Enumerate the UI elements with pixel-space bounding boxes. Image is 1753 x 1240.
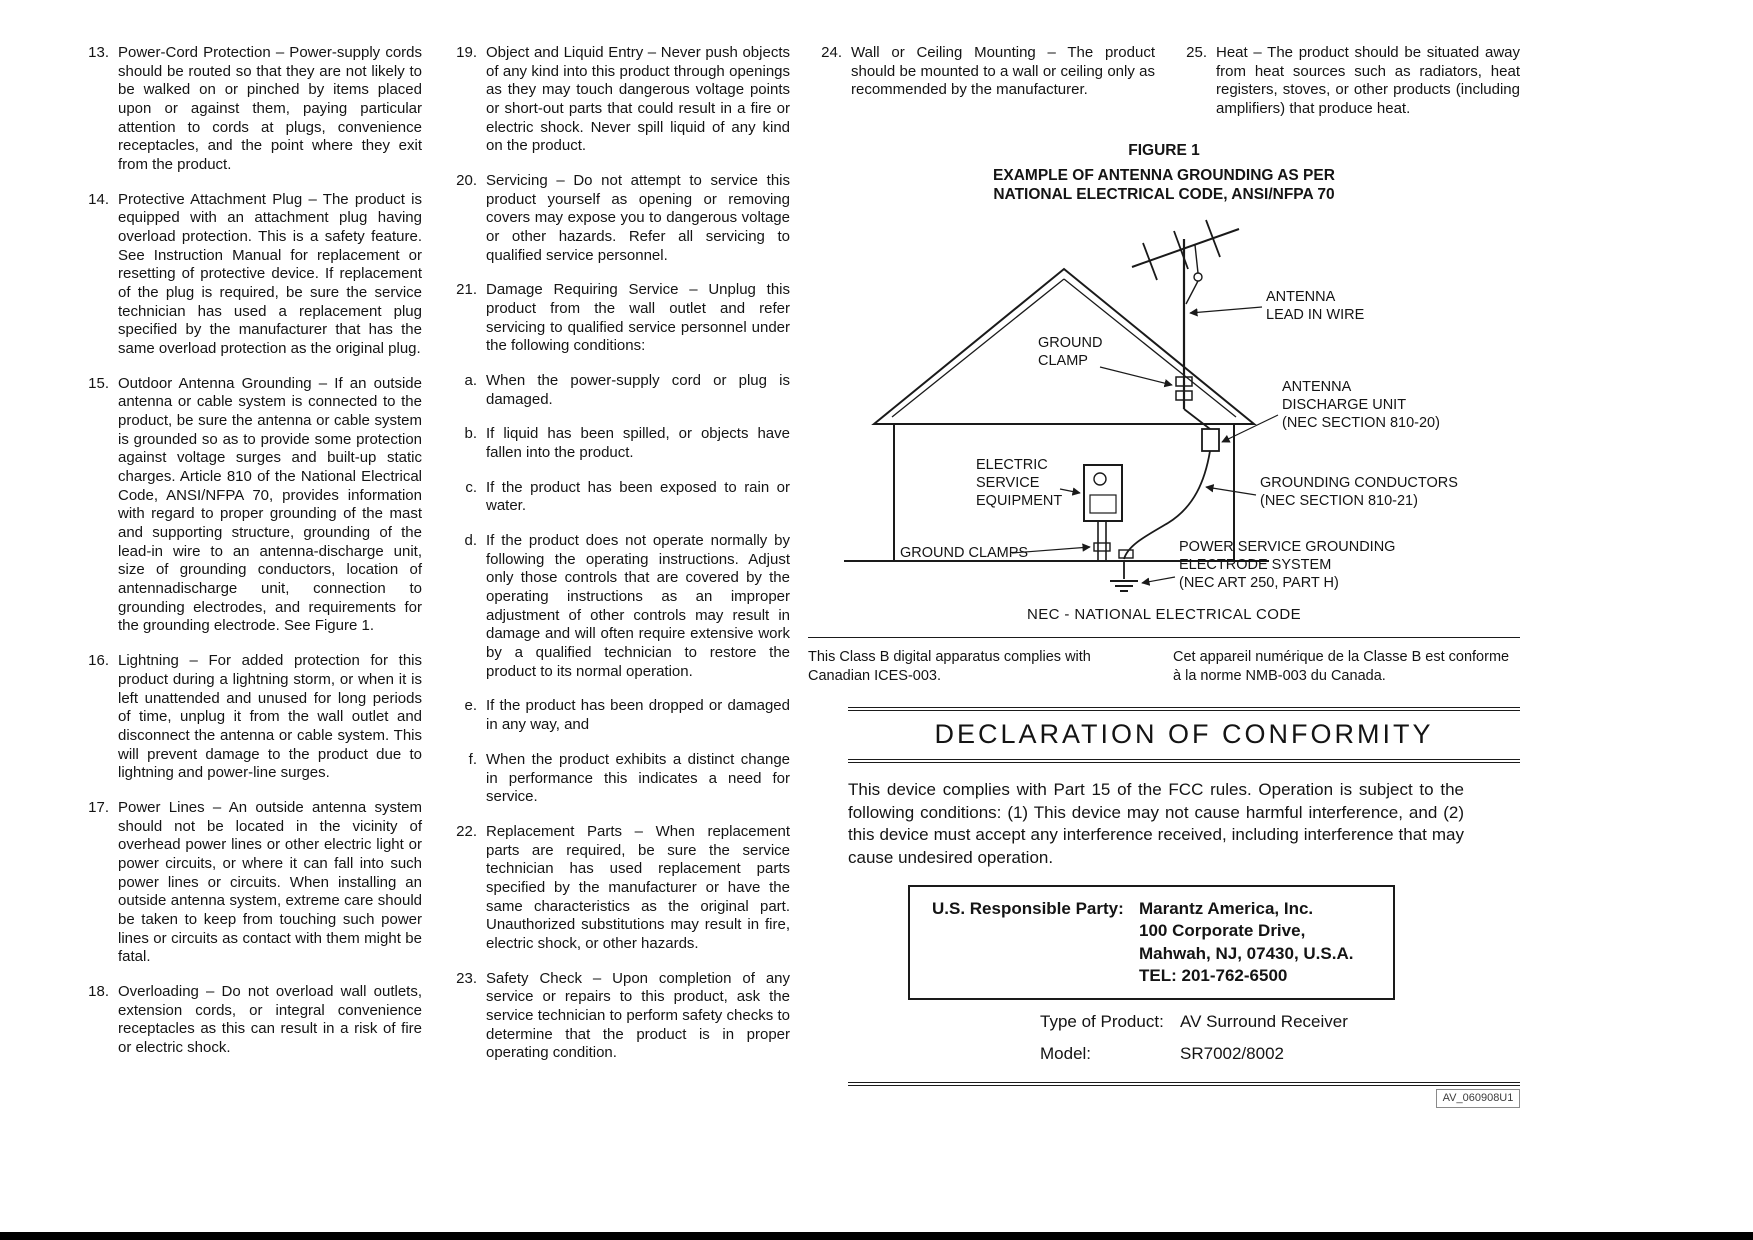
label-antenna-discharge-unit: ANTENNA: [1282, 378, 1352, 395]
grounding-electrode: [1110, 561, 1138, 591]
item-number: 15.: [88, 374, 109, 392]
safety-item-25: [1173, 44, 1520, 119]
item-number: 24.: [821, 44, 842, 61]
label-grounding-conductors: (NEC SECTION 810-21): [1260, 492, 1418, 509]
antenna-discharge-unit-icon: [1202, 429, 1219, 451]
item-number: 19.: [456, 44, 477, 61]
safety-item-20: [443, 172, 790, 265]
item-text: Wall or Ceiling Mounting – The product should be mounted to a wall or ceiling only as recommended by the manufacturer.: [851, 44, 1155, 99]
safety-item-21: [443, 281, 790, 356]
item-text: When the product exhibits a distinct change in performance this indicates a need for service.: [486, 750, 790, 806]
antenna-grounding-figure: [814, 209, 1514, 604]
item-number: 13.: [88, 44, 109, 61]
item-letter: c.: [465, 478, 477, 496]
label-ground-clamp: GROUND: [1038, 334, 1103, 351]
item-text: If the product has been dropped or damaged in any way, and: [486, 697, 790, 734]
safety-item-16: [75, 652, 422, 783]
safety-item-19: [443, 44, 790, 156]
item-text: If liquid has been spilled, or objects have fallen into the product.: [486, 425, 790, 462]
page-bottom-edge: [0, 1232, 1753, 1240]
insulator-icon: [1194, 273, 1202, 281]
item-number: 25.: [1186, 44, 1207, 61]
label-electric-service-equipment: ELECTRIC: [976, 456, 1048, 473]
double-rule: [848, 759, 1520, 763]
item-number: 17.: [88, 798, 109, 816]
safety-column-1: [75, 44, 422, 1074]
item-number: 22.: [456, 822, 477, 840]
safety-column-4: [1173, 44, 1520, 135]
safety-item-14: [75, 191, 422, 359]
meter-icon: [1094, 473, 1106, 485]
safety-column-2: [443, 44, 790, 1079]
item-letter: d.: [464, 532, 477, 550]
double-rule: [848, 1082, 1520, 1086]
responsible-party-line: TEL: 201-762-6500: [1139, 965, 1288, 985]
item-text: Damage Requiring Service – Unplug this product from the wall outlet and refer servicing to qualified service personnel under the following conditions:: [486, 281, 790, 355]
item-number: 18.: [88, 982, 109, 1000]
item-text: Object and Liquid Entry – Never push objects of any kind into this product through openings as they may touch dangerous voltage points or short-out parts that could result in a fire or electric shock. Never spill liquid of any kind on the product.: [486, 44, 790, 155]
label-power-service-grounding: (NEC ART 250, PART H): [1179, 574, 1339, 591]
label-antenna-lead-in-wire: ANTENNA: [1266, 288, 1336, 305]
safety-subitem-d: [443, 532, 790, 681]
safety-subitem-c: [443, 479, 790, 516]
label-antenna-discharge-unit: (NEC SECTION 810-20): [1282, 414, 1440, 431]
safety-subitem-e: [443, 697, 790, 734]
grounding-path: [1119, 409, 1219, 559]
item-letter: b.: [464, 425, 477, 443]
antenna-mast: [1132, 220, 1239, 409]
figure-header: [808, 141, 1520, 205]
model-row: [1040, 1044, 1520, 1064]
section-divider: [808, 637, 1520, 638]
item-letter: f.: [468, 750, 477, 768]
safety-item-13: [75, 44, 422, 175]
right-section: [808, 44, 1520, 1108]
item-number: 20.: [456, 172, 477, 190]
label-grounding-conductors: GROUNDING CONDUCTORS: [1260, 474, 1458, 491]
item-text: When the power-supply cord or plug is damaged.: [486, 372, 790, 408]
compliance-french: Cet appareil numérique de la Classe B est conforme à la norme NMB-003 du Canada.: [1173, 648, 1510, 685]
responsible-party-line: Marantz America, Inc.: [1139, 899, 1314, 919]
item-number: 16.: [88, 652, 109, 670]
item-text: Safety Check – Upon completion of any service or repairs to this product, ask the service technician to perform safety checks to determine that the product is in proper operating condition.: [486, 969, 790, 1062]
label-ground-clamps: GROUND CLAMPS: [900, 544, 1029, 561]
conduit-ground-clamp-icon: [1094, 543, 1110, 551]
item-text: If the product has been exposed to rain or water.: [486, 478, 790, 515]
label-electric-service-equipment: EQUIPMENT: [976, 492, 1063, 509]
model-label: Model:: [1040, 1043, 1092, 1063]
item-number: 23.: [456, 969, 477, 987]
type-of-product-row: [1040, 1012, 1520, 1032]
item-text: Power Lines – An outside antenna system should not be located in the vicinity of overhead power lines or other electric light or power circuits, or where it can fall into such power lines or circuits. When installing an outside antenna system, extreme care should be taken to keep from touching such power lines or circuits as contact with them might be fatal.: [118, 798, 422, 966]
item-text: Overloading – Do not overload wall outlets, extension cords, or integral convenience receptacles as this can result in a risk of fire or electric shock.: [118, 982, 422, 1056]
item-text: Servicing – Do not attempt to service this product yourself as opening or removing covers may expose you to dangerous voltage or other hazards. Refer all servicing to qualified service personnel.: [486, 172, 790, 264]
safety-item-17: [75, 799, 422, 967]
compliance-statements: [808, 648, 1520, 687]
declaration-title: DECLARATION OF CONFORMITY: [934, 718, 1434, 749]
safety-subitem-b: [443, 425, 790, 462]
responsible-party-line: Mahwah, NJ, 07430, U.S.A.: [1139, 943, 1354, 963]
label-ground-clamp: CLAMP: [1038, 352, 1088, 369]
type-of-product-label: Type of Product:: [1040, 1011, 1164, 1031]
label-electric-service-equipment: SERVICE: [976, 474, 1040, 491]
item-letter: e.: [464, 697, 477, 715]
figure-subtitle-line2: NATIONAL ELECTRICAL CODE, ANSI/NFPA 70: [993, 186, 1335, 204]
safety-item-23: [443, 970, 790, 1063]
responsible-party-line: 100 Corporate Drive,: [1139, 921, 1306, 941]
label-power-service-grounding: POWER SERVICE GROUNDING: [1179, 538, 1396, 555]
item-number: 21.: [456, 281, 477, 299]
declaration-body: This device complies with Part 15 of the FCC rules. Operation is subject to the following conditions: (1) This device may not cause harmful interference, and (2) this device must accept any interference received, including interference that may cause undesired operation.: [848, 779, 1464, 867]
responsible-party-address: [1139, 898, 1383, 986]
safety-item-15: [75, 375, 422, 636]
item-text: Outdoor Antenna Grounding – If an outside antenna or cable system is connected to the product, be sure the antenna or cable system is grounded so as to provide some protection against voltage surges and built-up static charges. Article 810 of the National Electrical Code, ANSI/NFPA 70, provides information with regard to proper grounding of the mast and supporting structure, grounding of the lead-in wire to an antenna-discharge unit, size of grounding conductors, location of antennadischarge unit, connection to grounding electrodes, and requirements for the grounding electrode. See Figure 1.: [118, 374, 422, 635]
safety-subitem-a: [443, 372, 790, 409]
safety-subitem-f: [443, 751, 790, 807]
label-antenna-discharge-unit: DISCHARGE UNIT: [1282, 396, 1407, 413]
safety-item-24: [808, 44, 1155, 100]
model-value: SR7002/8002: [1180, 1043, 1284, 1063]
safety-item-22: [443, 823, 790, 954]
label-antenna-lead-in-wire: LEAD IN WIRE: [1266, 306, 1365, 323]
item-text: If the product does not operate normally by following the operating instructions. Adjust only those controls that are covered by the operating instructions as an improper adjustment of other controls may result in damage and will often require extensive work by a qualified technician to restore the product to its normal operation.: [486, 532, 790, 680]
label-power-service-grounding: ELECTRODE SYSTEM: [1179, 556, 1332, 573]
compliance-english: This Class B digital apparatus complies with Canadian ICES-003.: [808, 648, 1091, 685]
safety-item-18: [75, 983, 422, 1058]
item-number: 14.: [88, 190, 109, 208]
document-code-badge: AV_060908U1: [1436, 1089, 1520, 1108]
safety-column-3: [808, 44, 1155, 135]
item-letter: a.: [464, 372, 477, 390]
figure-subtitle-line1: EXAMPLE OF ANTENNA GROUNDING AS PER: [993, 167, 1335, 185]
item-text: Replacement Parts – When replacement parts are required, be sure the service technician has used replacement parts specified by the manufacturer or have the same characteristics as the original part. Unauthorized substitutions may result in fire, electric shock, or other hazards.: [486, 822, 790, 952]
responsible-party-box: [908, 885, 1395, 999]
item-text: Protective Attachment Plug – The product is equipped with an attachment plug having overload protection. This is a safety feature. See Instruction Manual for replacement or resetting of protective device. If replacement of the plug is required, be sure the service technician has used a replacement plug specified by the manufacturer that has the same overload protection as the original plug.: [118, 190, 422, 358]
item-text: Heat – The product should be situated away from heat sources such as radiators, heat registers, stoves, or other products (including amplifiers) that produce heat.: [1216, 44, 1520, 118]
item-text: Power-Cord Protection – Power-supply cords should be routed so that they are not likely to be walked on or pinched by items placed upon or against them, paying particular attention to cords at plugs, convenience receptacles, and the point where they exit from the product.: [118, 44, 422, 174]
type-of-product-value: AV Surround Receiver: [1180, 1011, 1348, 1031]
figure-caption: NEC - NATIONAL ELECTRICAL CODE: [1027, 605, 1301, 623]
responsible-party-label: U.S. Responsible Party:: [932, 899, 1124, 919]
declaration-of-conformity: [848, 707, 1520, 1108]
item-text: Lightning – For added protection for this product during a lightning storm, or when it is left unattended and unused for long periods of time, unplug it from the wall outlet and disconnect the antenna or cable system. This will prevent damage to the product due to lightning and power-line surges.: [118, 652, 422, 782]
figure-title: FIGURE 1: [1128, 141, 1200, 159]
items-24-25-row: [808, 44, 1520, 135]
